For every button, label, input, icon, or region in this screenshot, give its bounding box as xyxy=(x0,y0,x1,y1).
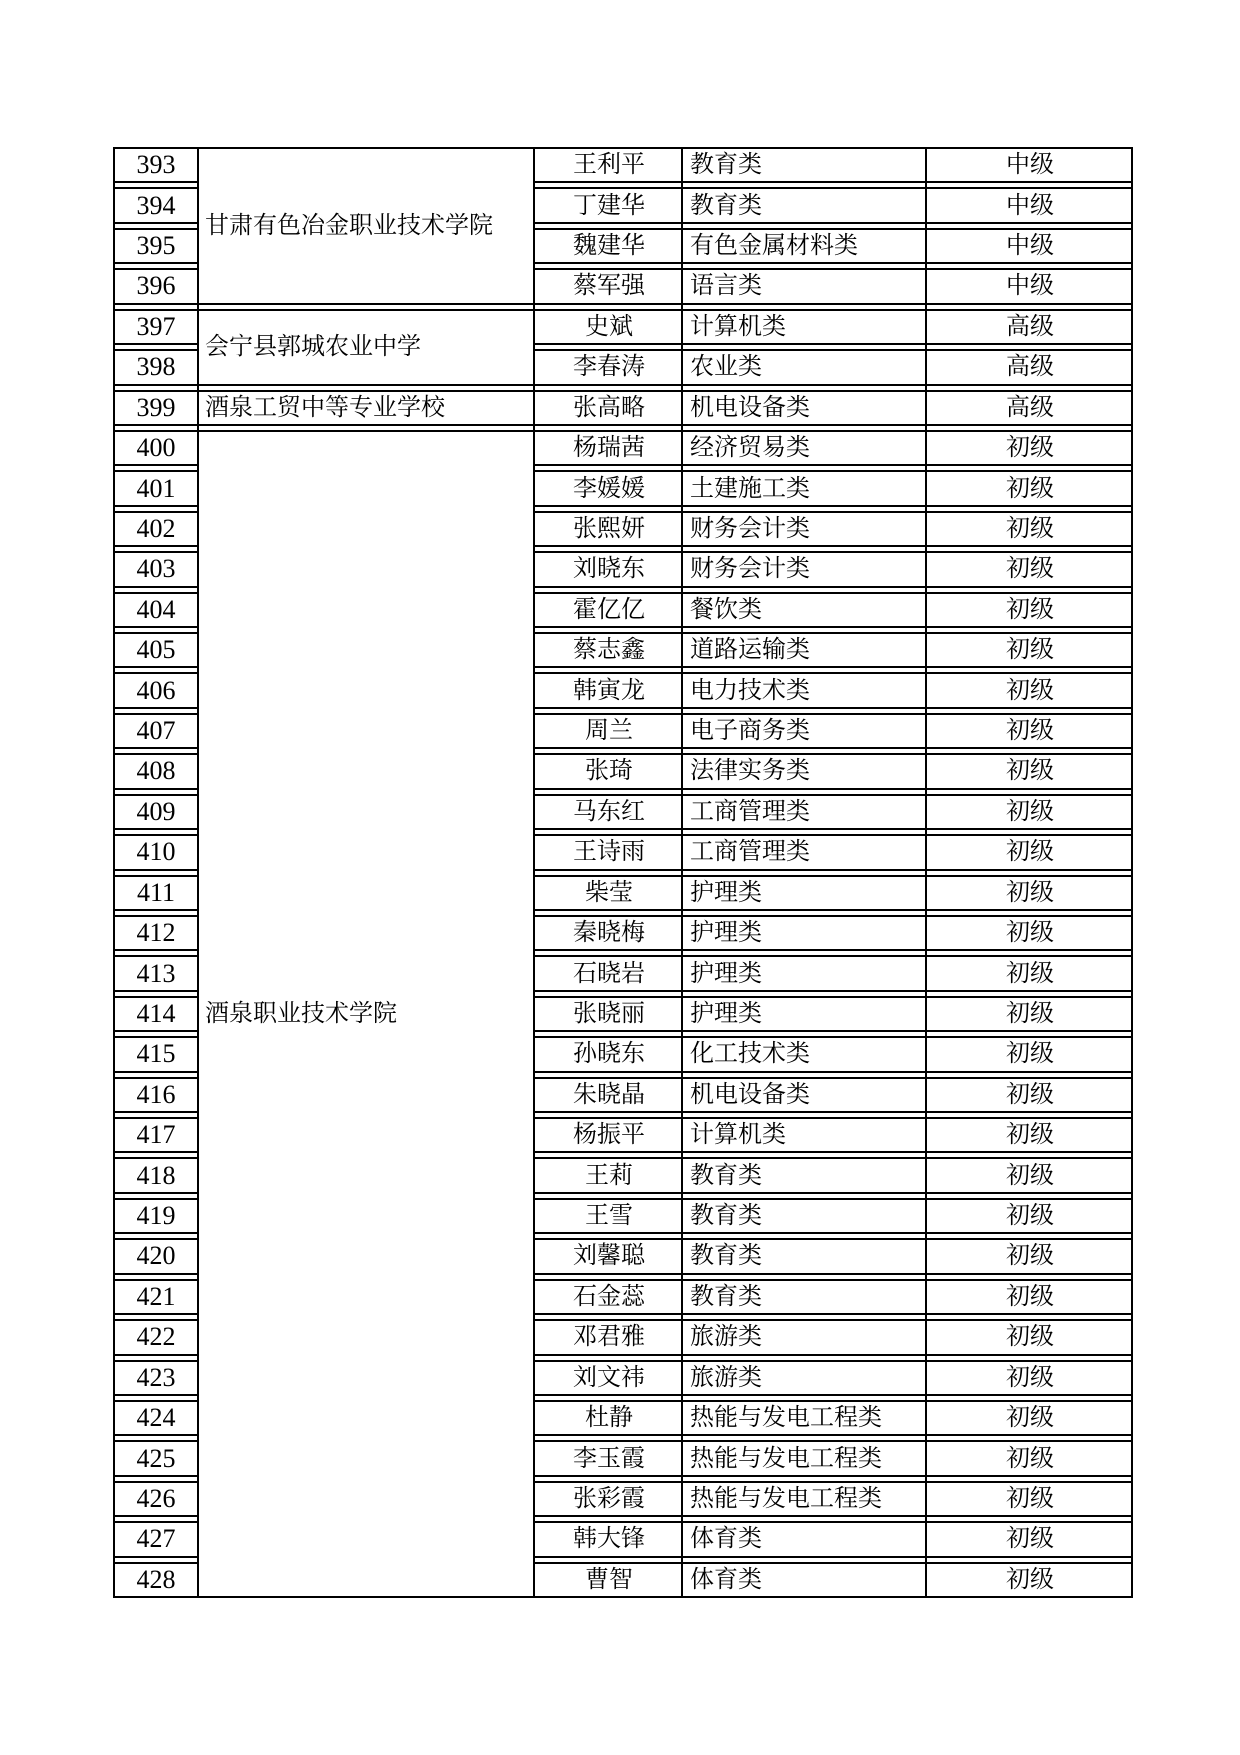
category-cell: 化工技术类 xyxy=(683,1036,927,1072)
table-vertical-divider-no-institution xyxy=(197,147,199,1598)
row-number-cell: 404 xyxy=(113,592,199,628)
row-number-cell: 396 xyxy=(113,268,199,304)
row-number-cell: 411 xyxy=(113,875,199,911)
level-cell: 初级 xyxy=(927,794,1133,830)
name-cell: 魏建华 xyxy=(535,228,683,264)
category-cell: 电子商务类 xyxy=(683,713,927,749)
row-number-cell: 420 xyxy=(113,1238,199,1274)
row-number-cell: 409 xyxy=(113,794,199,830)
institution-cell: 酒泉职业技术学院 xyxy=(199,430,535,1598)
level-cell: 初级 xyxy=(927,1319,1133,1355)
institution-cell: 会宁县郭城农业中学 xyxy=(199,309,535,386)
row-number-cell: 414 xyxy=(113,996,199,1032)
name-cell: 刘馨聪 xyxy=(535,1238,683,1274)
name-cell: 刘晓东 xyxy=(535,551,683,587)
level-cell: 高级 xyxy=(927,349,1133,385)
name-cell: 王莉 xyxy=(535,1157,683,1193)
level-cell: 中级 xyxy=(927,187,1133,223)
category-cell: 电力技术类 xyxy=(683,672,927,708)
level-cell: 初级 xyxy=(927,1440,1133,1476)
category-cell: 工商管理类 xyxy=(683,834,927,870)
name-cell: 马东红 xyxy=(535,794,683,830)
level-cell: 初级 xyxy=(927,672,1133,708)
row-number-cell: 415 xyxy=(113,1036,199,1072)
name-cell: 邓君雅 xyxy=(535,1319,683,1355)
level-cell: 初级 xyxy=(927,1481,1133,1517)
level-cell: 初级 xyxy=(927,551,1133,587)
category-cell: 经济贸易类 xyxy=(683,430,927,466)
level-cell: 初级 xyxy=(927,996,1133,1032)
level-cell: 初级 xyxy=(927,470,1133,506)
level-cell: 初级 xyxy=(927,632,1133,668)
row-number-cell: 401 xyxy=(113,470,199,506)
name-cell: 蔡志鑫 xyxy=(535,632,683,668)
name-cell: 张彩霞 xyxy=(535,1481,683,1517)
category-cell: 热能与发电工程类 xyxy=(683,1440,927,1476)
category-cell: 护理类 xyxy=(683,915,927,951)
category-cell: 旅游类 xyxy=(683,1360,927,1396)
row-number-cell: 426 xyxy=(113,1481,199,1517)
category-cell: 教育类 xyxy=(683,187,927,223)
level-cell: 初级 xyxy=(927,1521,1133,1557)
name-cell: 杨振平 xyxy=(535,1117,683,1153)
category-cell: 法律实务类 xyxy=(683,753,927,789)
category-cell: 体育类 xyxy=(683,1562,927,1598)
category-cell: 护理类 xyxy=(683,996,927,1032)
category-cell: 计算机类 xyxy=(683,309,927,345)
table-vertical-border-right xyxy=(1131,147,1133,1598)
row-number-cell: 394 xyxy=(113,187,199,223)
row-number-cell: 398 xyxy=(113,349,199,385)
name-cell: 王雪 xyxy=(535,1198,683,1234)
row-number-cell: 428 xyxy=(113,1562,199,1598)
category-cell: 体育类 xyxy=(683,1521,927,1557)
level-cell: 中级 xyxy=(927,228,1133,264)
row-number-cell: 395 xyxy=(113,228,199,264)
level-cell: 初级 xyxy=(927,713,1133,749)
name-cell: 丁建华 xyxy=(535,187,683,223)
row-number-cell: 418 xyxy=(113,1157,199,1193)
category-cell: 有色金属材料类 xyxy=(683,228,927,264)
category-cell: 道路运输类 xyxy=(683,632,927,668)
level-cell: 初级 xyxy=(927,592,1133,628)
row-number-cell: 406 xyxy=(113,672,199,708)
name-cell: 孙晓东 xyxy=(535,1036,683,1072)
category-cell: 计算机类 xyxy=(683,1117,927,1153)
row-number-cell: 412 xyxy=(113,915,199,951)
table-vertical-divider-category-level xyxy=(925,147,927,1598)
institution-cell: 甘肃有色冶金职业技术学院 xyxy=(199,147,535,305)
level-cell: 初级 xyxy=(927,1198,1133,1234)
level-cell: 高级 xyxy=(927,390,1133,426)
level-cell: 初级 xyxy=(927,753,1133,789)
category-cell: 机电设备类 xyxy=(683,1077,927,1113)
level-cell: 初级 xyxy=(927,1157,1133,1193)
name-cell: 秦晓梅 xyxy=(535,915,683,951)
name-cell: 柴莹 xyxy=(535,875,683,911)
row-number-cell: 421 xyxy=(113,1279,199,1315)
name-cell: 史斌 xyxy=(535,309,683,345)
name-cell: 王诗雨 xyxy=(535,834,683,870)
row-number-cell: 416 xyxy=(113,1077,199,1113)
row-number-cell: 410 xyxy=(113,834,199,870)
category-cell: 热能与发电工程类 xyxy=(683,1481,927,1517)
row-number-cell: 402 xyxy=(113,511,199,547)
name-cell: 刘文祎 xyxy=(535,1360,683,1396)
name-cell: 石晓岩 xyxy=(535,955,683,991)
level-cell: 初级 xyxy=(927,955,1133,991)
name-cell: 杜静 xyxy=(535,1400,683,1436)
institution-cell: 酒泉工贸中等专业学校 xyxy=(199,390,535,426)
level-cell: 初级 xyxy=(927,1279,1133,1315)
category-cell: 机电设备类 xyxy=(683,390,927,426)
category-cell: 教育类 xyxy=(683,1198,927,1234)
name-cell: 曹智 xyxy=(535,1562,683,1598)
category-cell: 财务会计类 xyxy=(683,511,927,547)
row-number-cell: 423 xyxy=(113,1360,199,1396)
level-cell: 初级 xyxy=(927,834,1133,870)
name-cell: 周兰 xyxy=(535,713,683,749)
category-cell: 财务会计类 xyxy=(683,551,927,587)
category-cell: 语言类 xyxy=(683,268,927,304)
level-cell: 中级 xyxy=(927,268,1133,304)
category-cell: 护理类 xyxy=(683,875,927,911)
row-number-cell: 427 xyxy=(113,1521,199,1557)
name-cell: 杨瑞茜 xyxy=(535,430,683,466)
level-cell: 初级 xyxy=(927,1036,1133,1072)
name-cell: 李春涛 xyxy=(535,349,683,385)
level-cell: 初级 xyxy=(927,1360,1133,1396)
name-cell: 韩大锋 xyxy=(535,1521,683,1557)
category-cell: 工商管理类 xyxy=(683,794,927,830)
name-cell: 张晓丽 xyxy=(535,996,683,1032)
row-number-cell: 405 xyxy=(113,632,199,668)
category-cell: 农业类 xyxy=(683,349,927,385)
row-number-cell: 424 xyxy=(113,1400,199,1436)
table-vertical-border-left xyxy=(113,147,115,1598)
level-cell: 初级 xyxy=(927,915,1133,951)
name-cell: 霍亿亿 xyxy=(535,592,683,628)
category-cell: 教育类 xyxy=(683,147,927,183)
category-cell: 教育类 xyxy=(683,1279,927,1315)
row-number-cell: 413 xyxy=(113,955,199,991)
name-cell: 蔡军强 xyxy=(535,268,683,304)
level-cell: 初级 xyxy=(927,511,1133,547)
category-cell: 热能与发电工程类 xyxy=(683,1400,927,1436)
name-cell: 韩寅龙 xyxy=(535,672,683,708)
row-number-cell: 407 xyxy=(113,713,199,749)
name-cell: 朱晓晶 xyxy=(535,1077,683,1113)
level-cell: 初级 xyxy=(927,1562,1133,1598)
category-cell: 餐饮类 xyxy=(683,592,927,628)
name-cell: 张琦 xyxy=(535,753,683,789)
row-number-cell: 400 xyxy=(113,430,199,466)
row-number-cell: 393 xyxy=(113,147,199,183)
row-number-cell: 408 xyxy=(113,753,199,789)
level-cell: 中级 xyxy=(927,147,1133,183)
level-cell: 初级 xyxy=(927,430,1133,466)
row-number-cell: 403 xyxy=(113,551,199,587)
level-cell: 初级 xyxy=(927,1238,1133,1274)
records-table xyxy=(113,147,1133,1598)
row-number-cell: 399 xyxy=(113,390,199,426)
name-cell: 张高略 xyxy=(535,390,683,426)
row-number-cell: 417 xyxy=(113,1117,199,1153)
category-cell: 教育类 xyxy=(683,1238,927,1274)
row-number-cell: 419 xyxy=(113,1198,199,1234)
name-cell: 李媛媛 xyxy=(535,470,683,506)
row-number-cell: 397 xyxy=(113,309,199,345)
table-vertical-divider-name-category xyxy=(681,147,683,1598)
name-cell: 张熙妍 xyxy=(535,511,683,547)
level-cell: 初级 xyxy=(927,1117,1133,1153)
level-cell: 高级 xyxy=(927,309,1133,345)
level-cell: 初级 xyxy=(927,1077,1133,1113)
name-cell: 石金蕊 xyxy=(535,1279,683,1315)
category-cell: 护理类 xyxy=(683,955,927,991)
name-cell: 王利平 xyxy=(535,147,683,183)
row-number-cell: 425 xyxy=(113,1440,199,1476)
table-vertical-divider-institution-name xyxy=(533,147,535,1598)
name-cell: 李玉霞 xyxy=(535,1440,683,1476)
level-cell: 初级 xyxy=(927,1400,1133,1436)
level-cell: 初级 xyxy=(927,875,1133,911)
category-cell: 土建施工类 xyxy=(683,470,927,506)
category-cell: 教育类 xyxy=(683,1157,927,1193)
category-cell: 旅游类 xyxy=(683,1319,927,1355)
row-number-cell: 422 xyxy=(113,1319,199,1355)
